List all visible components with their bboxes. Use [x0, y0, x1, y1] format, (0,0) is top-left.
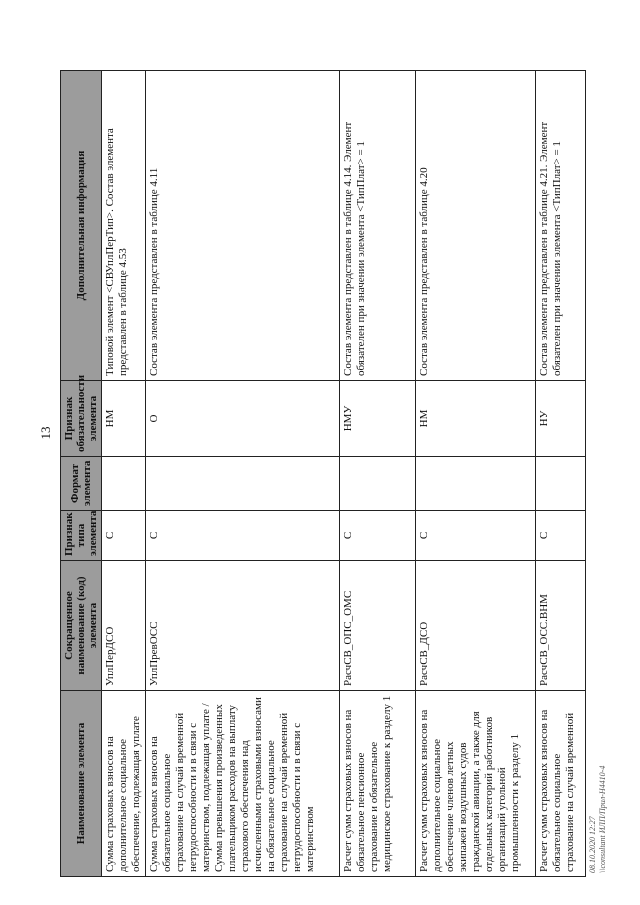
cell-info: Состав элемента представлен в таблице 4.20 [416, 71, 536, 381]
cell-code: УплПерДСО [102, 561, 146, 691]
elements-table [60, 70, 586, 877]
cell-format [102, 457, 146, 511]
header-additional-info: Дополнительная информация [61, 71, 102, 381]
header-type-sign: Признак типа элемента [61, 511, 102, 561]
stamp-date: 08.10.2020 12:27 [588, 816, 597, 873]
cell-type: С [146, 511, 340, 561]
table-row [102, 71, 146, 877]
cell-required: НМ [416, 381, 536, 457]
cell-name: Расчет сумм страховых взносов на обязательное пенсионное страхование и обязательное медицинское страхование к разделу 1 [340, 691, 416, 877]
table-row [146, 71, 340, 877]
header-required-sign: Признак обязательности элемента [61, 381, 102, 457]
cell-type: С [102, 511, 146, 561]
cell-required: НМУ [340, 381, 416, 457]
cell-required: НУ [536, 381, 586, 457]
table-row [536, 71, 586, 877]
cell-format [416, 457, 536, 511]
cell-code: РасчСВ_ОСС.ВНМ [536, 561, 586, 691]
cell-name: Сумма страховых взносов на обязательное социальное страхование на случай временной нетрудоспособности и в связи с материнством, подлежащая уплате / Сумма превышения произведенных плательщиком расходов на выплату страхового обеспечения над исчисленными страховыми взносами на обязательное социальное страхование на случай временной нетрудоспособности и в связи с материнством [146, 691, 340, 877]
cell-type: С [536, 511, 586, 561]
table-row [340, 71, 416, 877]
table-row [416, 71, 536, 877]
cell-info: Типовой элемент <СВУплПерТип>. Состав элемента представлен в таблице 4.53 [102, 71, 146, 381]
cell-type: С [416, 511, 536, 561]
cell-format [340, 457, 416, 511]
header-format: Формат элемента [61, 457, 102, 511]
print-stamp [588, 766, 608, 873]
cell-name: Расчет сумм страховых взносов на обязательное социальное страхование на случай временной [536, 691, 586, 877]
stamp-path: \\consultant ИЛП/Прил-Н4410-4 [598, 765, 607, 873]
cell-info: Состав элемента представлен в таблице 4.14. Элемент обязателен при значении элемента <ТипПлат> = 1 [340, 71, 416, 381]
page-number: 13 [38, 426, 53, 440]
cell-name: Расчет сумм страховых взносов на дополнительное социальное обеспечение членов летных экипажей воздушных судов гражданской авиации, а также для отдельных категорий работников организаций угольной промышленности к разделу 1 [416, 691, 536, 877]
header-name: Наименование элемента [61, 691, 102, 877]
cell-code: РасчСВ_ДСО [416, 561, 536, 691]
cell-code: УплПревОСС [146, 561, 340, 691]
cell-info: Состав элемента представлен в таблице 4.21. Элемент обязателен при значении элемента <ТипПлат> = 1 [536, 71, 586, 381]
header-short-name: Сокращенное наименование (код) элемента [61, 561, 102, 691]
cell-info: Состав элемента представлен в таблице 4.11 [146, 71, 340, 381]
cell-required: НМ [102, 381, 146, 457]
cell-format [146, 457, 340, 511]
cell-format [536, 457, 586, 511]
cell-code: РасчСВ_ОПС_ОМС [340, 561, 416, 691]
cell-required: О [146, 381, 340, 457]
header-row [61, 71, 102, 877]
cell-name: Сумма страховых взносов на дополнительное социальное обеспечение, подлежащая уплате [102, 691, 146, 877]
cell-type: С [340, 511, 416, 561]
